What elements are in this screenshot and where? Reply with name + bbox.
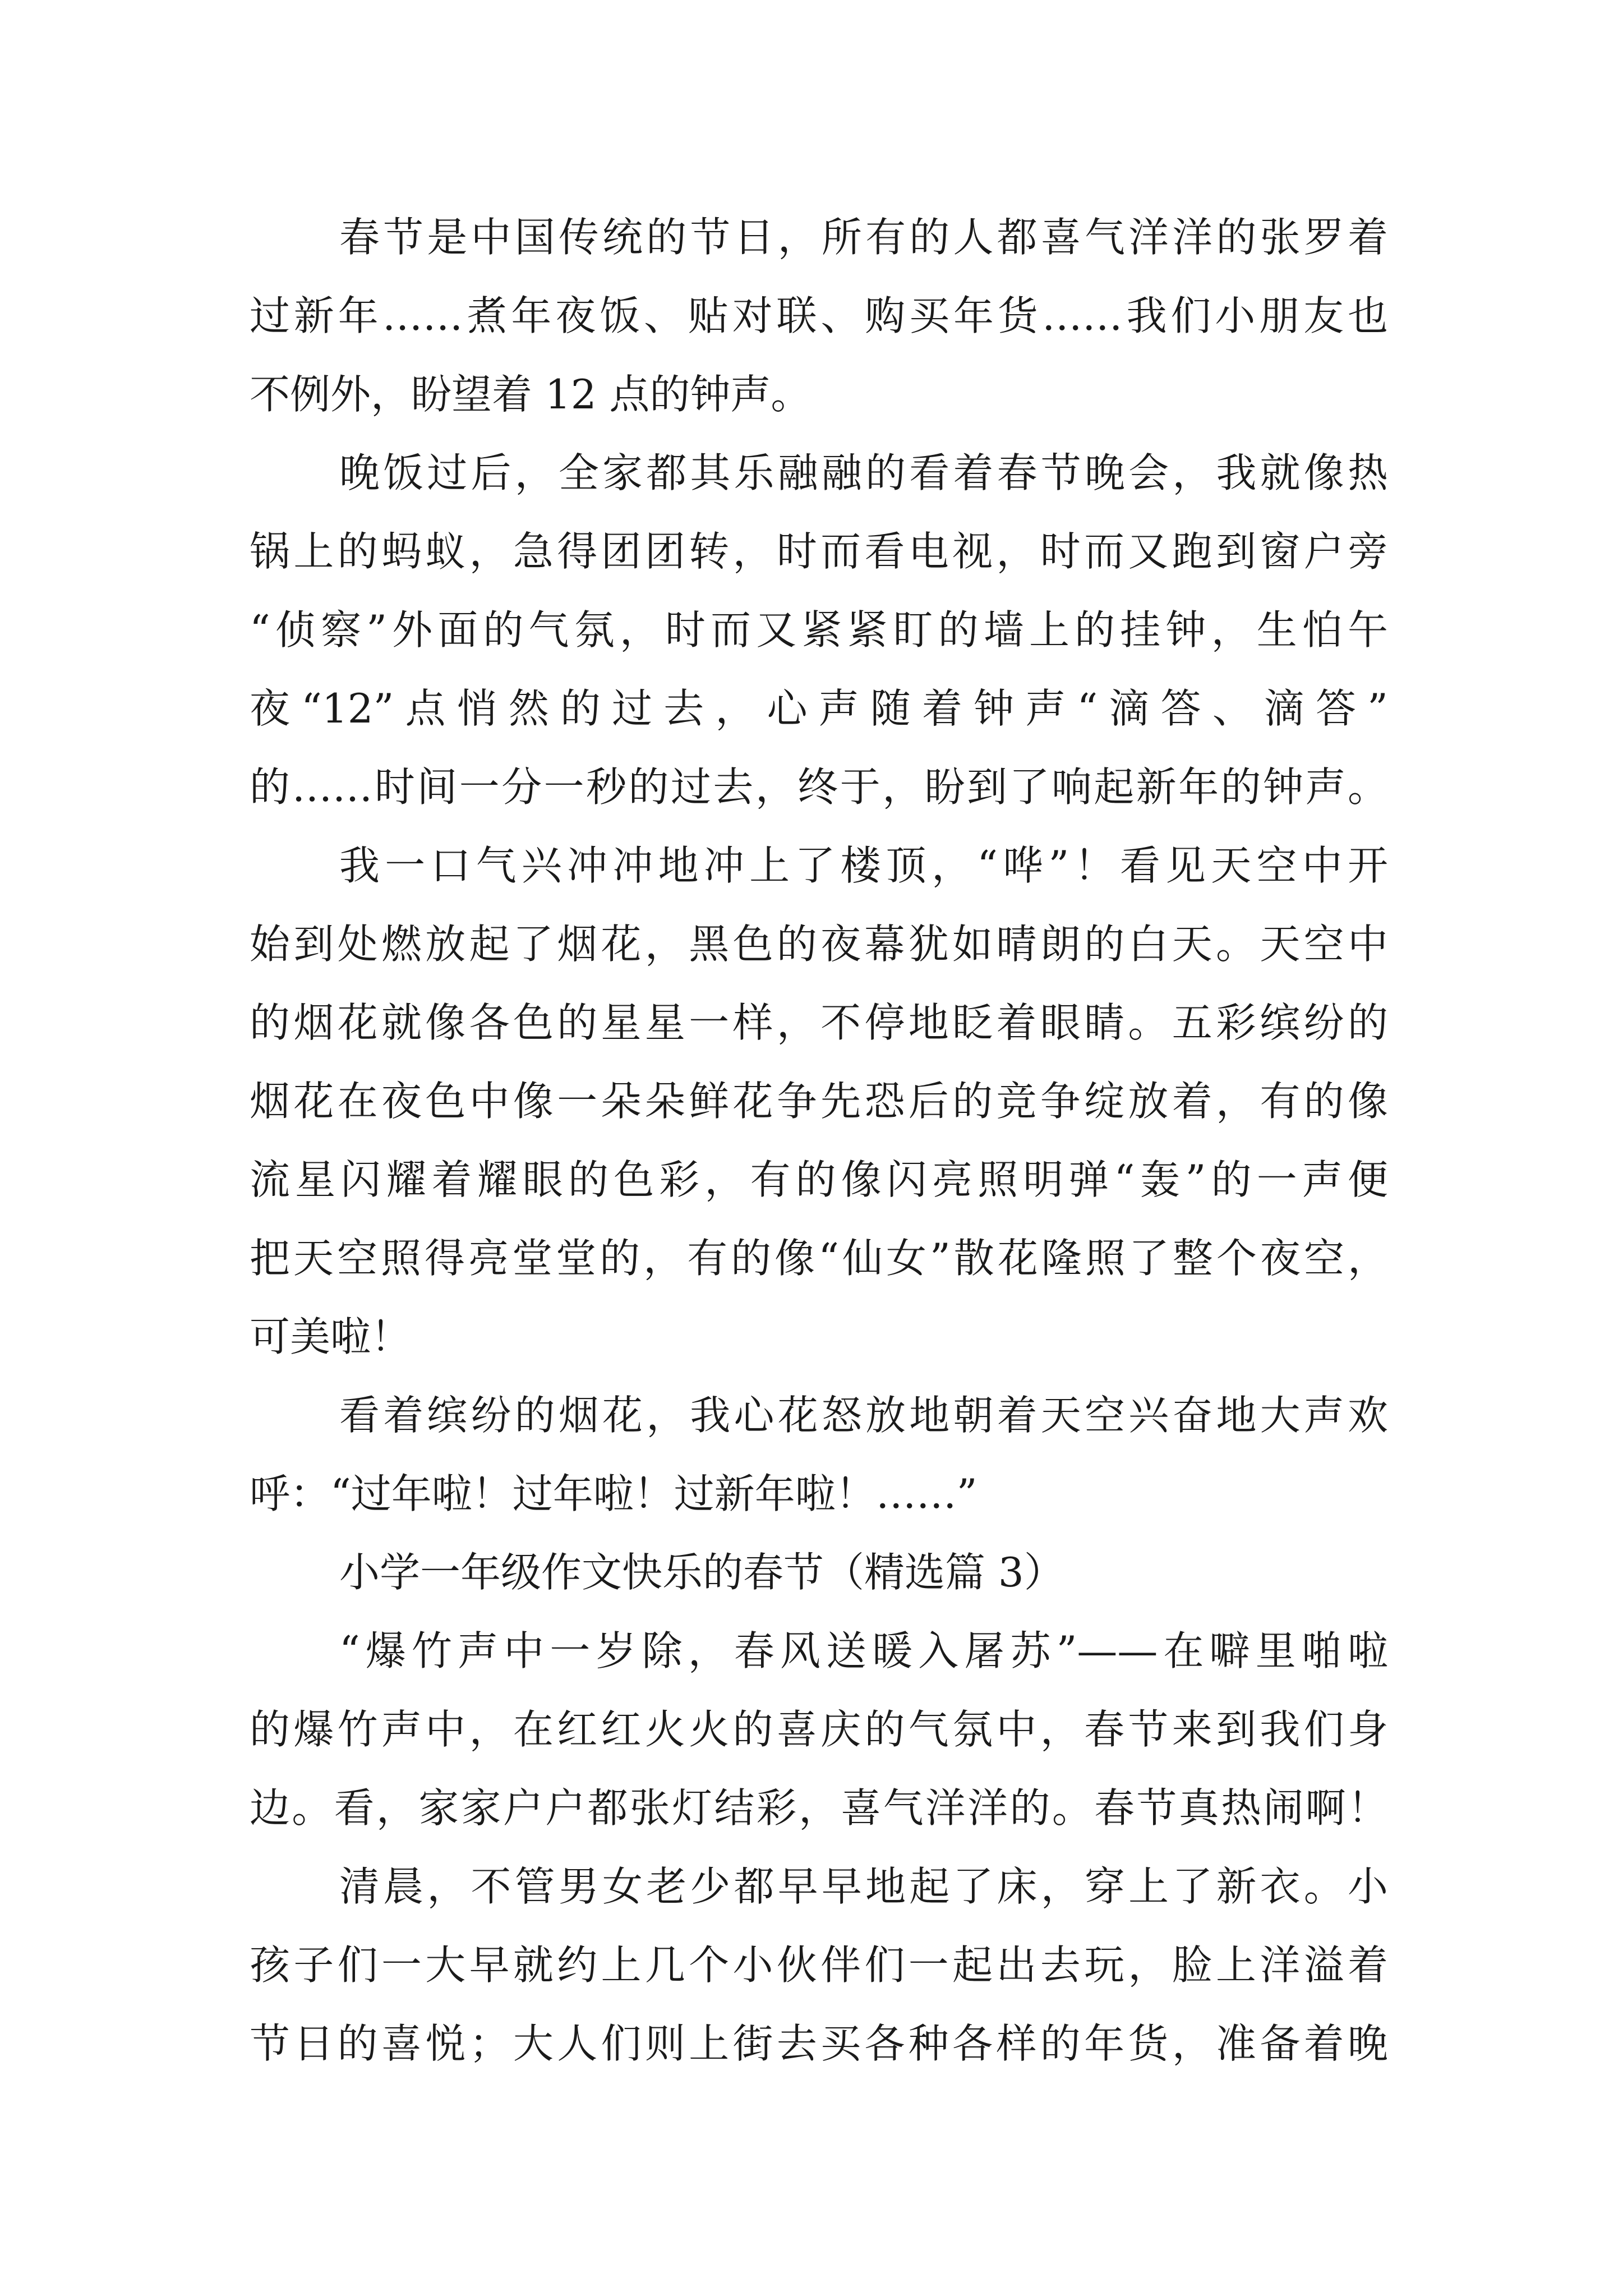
paragraph-3-line-5: 流星闪耀着耀眼的色彩，有的像闪亮照明弹“轰”的一声便 — [250, 1156, 1388, 1203]
paragraph-3-line-1: 我一口气兴冲冲地冲上了楼顶，“哗”！看见天空中开 — [339, 842, 1388, 889]
paragraph-4-line-2: 呼：“过年啦！过年啦！过新年啦！……” — [250, 1470, 978, 1517]
paragraph-1-line-3: 不例外，盼望着 12 点的钟声。 — [250, 371, 811, 418]
paragraph-3-line-4: 烟花在夜色中像一朵朵鲜花争先恐后的竞争绽放着，有的像 — [250, 1078, 1388, 1125]
paragraph-6-line-2: 孩子们一大早就约上几个小伙伴们一起出去玩，脸上洋溢着 — [250, 1941, 1388, 1989]
paragraph-4-line-1: 看着缤纷的烟花，我心花怒放地朝着天空兴奋地大声欢 — [339, 1392, 1388, 1439]
paragraph-1-line-1: 春节是中国传统的节日，所有的人都喜气洋洋的张罗着 — [339, 214, 1388, 261]
paragraph-5-line-2: 的爆竹声中，在红红火火的喜庆的气氛中，春节来到我们身 — [250, 1706, 1388, 1753]
paragraph-2-line-2: 锅上的蚂蚁，急得团团转，时而看电视，时而又跑到窗户旁 — [250, 528, 1388, 575]
paragraph-3-line-7: 可美啦！ — [250, 1313, 412, 1360]
paragraph-6-line-1: 清晨，不管男女老少都早早地起了床，穿上了新衣。小 — [339, 1863, 1388, 1910]
paragraph-2-line-4: 夜“12”点悄然的过去，心声随着钟声“滴答、滴答” — [250, 685, 1388, 732]
paragraph-5-line-3: 边。看，家家户户都张灯结彩，喜气洋洋的。春节真热闹啊！ — [250, 1784, 1388, 1832]
paragraph-1-line-2: 过新年……煮年夜饭、贴对联、购买年货……我们小朋友也 — [250, 292, 1388, 339]
paragraph-2-line-5: 的……时间一分一秒的过去，终于，盼到了响起新年的钟声。 — [250, 763, 1388, 811]
paragraph-2-line-1: 晚饭过后，全家都其乐融融的看着春节晚会，我就像热 — [339, 449, 1388, 496]
paragraph-3-line-3: 的烟花就像各色的星星一样，不停地眨着眼睛。五彩缤纷的 — [250, 999, 1388, 1046]
paragraph-2-line-3: “侦察”外面的气氛，时而又紧紧盯的墙上的挂钟，生怕午 — [250, 606, 1388, 654]
paragraph-6-line-3: 节日的喜悦；大人们则上街去买各种各样的年货，准备着晚 — [250, 2020, 1388, 2067]
section-heading: 小学一年级作文快乐的春节（精选篇 3） — [339, 1549, 1064, 1596]
paragraph-3-line-2: 始到处燃放起了烟花，黑色的夜幕犹如晴朗的白天。天空中 — [250, 921, 1388, 968]
paragraph-5-line-1: “爆竹声中一岁除，春风送暖入屠苏”——在噼里啪啦 — [339, 1627, 1388, 1674]
paragraph-3-line-6: 把天空照得亮堂堂的，有的像“仙女”散花隆照了整个夜空， — [250, 1235, 1388, 1282]
